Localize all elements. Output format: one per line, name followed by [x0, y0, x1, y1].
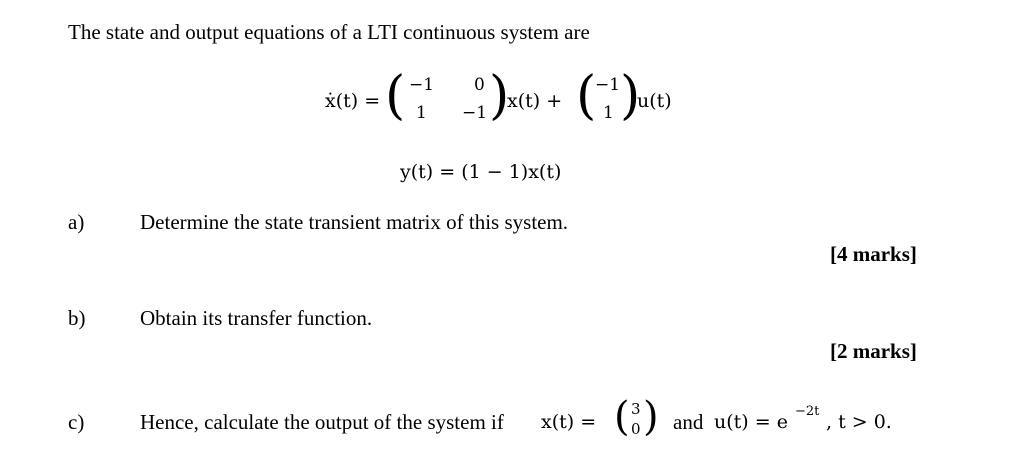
question-b-label: b) [68, 306, 86, 330]
matrix-a-12: 0 [474, 75, 485, 95]
matrix-a-11: −1 [409, 75, 435, 95]
question-c-label: c) [68, 410, 85, 434]
output-equation: y(t) = (1 − 1)x(t) [400, 161, 562, 183]
question-c-text-mid: and [673, 410, 704, 434]
matrix-a-21: 1 [416, 103, 427, 123]
state-eq-u-term: u(t) [637, 90, 672, 112]
vector-b-left-paren: ( [576, 66, 597, 126]
vector-b-right-paren: ) [620, 66, 641, 126]
x-init-left-paren: ( [614, 394, 630, 440]
question-a-text: Determine the state transient matrix of this system. [140, 210, 569, 234]
state-eq-x-term: x(t) + [507, 90, 563, 112]
vector-b-1: −1 [595, 75, 621, 95]
matrix-a-left-paren: ( [385, 66, 406, 126]
matrix-a-right-paren: ) [489, 66, 510, 126]
question-c-x-init-lhs: x(t) = [541, 411, 597, 433]
question-a-marks: [4 marks] [830, 242, 917, 266]
question-b-marks: [2 marks] [830, 339, 917, 363]
x-init-right-paren: ) [643, 394, 659, 440]
vector-b-2: 1 [603, 103, 614, 123]
state-eq-lhs: ẋ(t) = [325, 90, 381, 112]
question-c-u-def: u(t) = e [714, 411, 788, 433]
question-c-u-exponent: −2t [795, 404, 820, 419]
question-c-u-tail: , t > 0. [826, 411, 892, 433]
x-init-vec-1: 3 [631, 400, 641, 418]
matrix-a-22: −1 [462, 103, 488, 123]
question-a-label: a) [68, 210, 85, 234]
question-b-text: Obtain its transfer function. [140, 306, 373, 330]
question-c-text-before: Hence, calculate the output of the system if [140, 410, 504, 434]
x-init-vec-2: 0 [631, 420, 641, 438]
intro-text: The state and output equations of a LTI continuous system are [68, 20, 590, 44]
